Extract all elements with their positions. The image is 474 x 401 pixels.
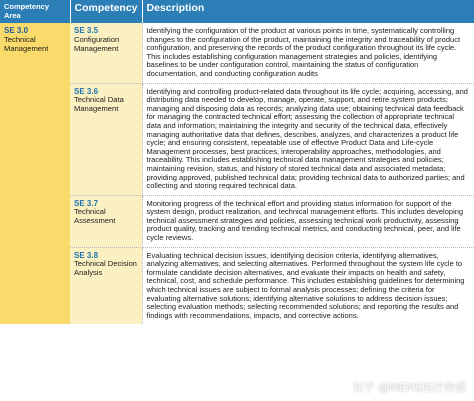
competency-description: Evaluating technical decision issues, identifying decision criteria, identifying alternatives, analyzing alternatives, and selecting alternatives. Performed throughout the system life cycle to formulate candidate decision alternatives, and evaluate their impacts on health and safety, technical, cost, and schedule performance. This includes establishing guidelines for determining which technical issues are subject to formal analysis processes; defining the criteria for evaluating alternative solutions; identifying alternative solutions to address decision issues; selecting evaluation methods; selecting recommended solutions; and reporting the results and findings with recommendations, impacts, and corrective actions.	[146, 250, 465, 320]
competency-cell	[70, 247, 142, 324]
competency-description: Identifying and controlling product-related data throughout its life cycle; acquiring, accessing, and distributing data needed to develop, manage, operate, support, and retire system products; managing and disposing data as records; analyzing data use; obtaining technical data feedback for managing the contracted technical effort; assessing the collection of appropriate technical data and information; maintaining the integrity and security of the technical data, effectively managing authoritative data that defines, describes, analyzes, and characterizes a product life cycle; and ensuring consistent, repeatable use of effective Product Data and Life-cycle Management processes, best practices, interoperability approaches, methodologies, and traceability. This includes establishing technical data management strategies and policies; maintaining revision, status, and history of stored technical data and associated metadata; providing approved, published technical data; providing technical data to authorized parties; and collecting and storing required technical data.	[146, 86, 468, 191]
competency-cell	[70, 23, 142, 83]
area-name: Technical Management	[4, 34, 49, 53]
competency-id: SE 3.7	[74, 198, 99, 208]
competency-description: Monitoring progress of the technical effort and providing status information for support of the system design, product realization, and technical management efforts. This includes developing technical assessment strategies and policies, assessing technical work productivity, assessing product quality, tracking and trending technical metrics, and conducting technical, peer, and life cycle reviews.	[146, 198, 464, 243]
table-header-row	[0, 0, 474, 23]
competency-area-cell	[0, 23, 70, 324]
table-row	[0, 23, 474, 83]
table-row	[0, 83, 474, 195]
competency-cell	[70, 195, 142, 247]
competency-name: Technical Data Management	[74, 95, 124, 114]
area-id: SE 3.0	[4, 26, 29, 35]
header-competency-area: Competency Area	[0, 0, 70, 23]
table-row	[0, 195, 474, 247]
competency-id: SE 3.6	[74, 86, 99, 96]
competency-name: Technical Assessment	[74, 207, 116, 226]
watermark	[338, 379, 466, 395]
description-cell	[142, 195, 474, 247]
competency-name: Technical Decision Analysis	[74, 259, 137, 278]
header-competency: Competency	[70, 0, 142, 23]
competency-id: SE 3.5	[74, 26, 99, 35]
watermark-text: 知乎 @MEMS医疗传感	[352, 381, 466, 394]
table-row	[0, 247, 474, 324]
competency-cell	[70, 83, 142, 195]
description-cell	[142, 247, 474, 324]
competency-name: Configuration Management	[74, 34, 120, 53]
competency-id: SE 3.8	[74, 250, 99, 260]
camera-icon	[338, 382, 351, 395]
description-cell	[142, 23, 474, 83]
competency-description: Identifying the configuration of the product at various points in time, systematically controlling changes to the configuration of the product, maintaining the integrity and traceability of product configuration, and preserving the records of the product configuration throughout its life cycle. This includes establishing configuration management strategies and policies, identifying baselines to be under configuration control, maintaining the status of configuration documentation, and conducting configuration audits	[146, 26, 461, 78]
header-description: Description	[142, 0, 474, 23]
description-cell	[142, 83, 474, 195]
